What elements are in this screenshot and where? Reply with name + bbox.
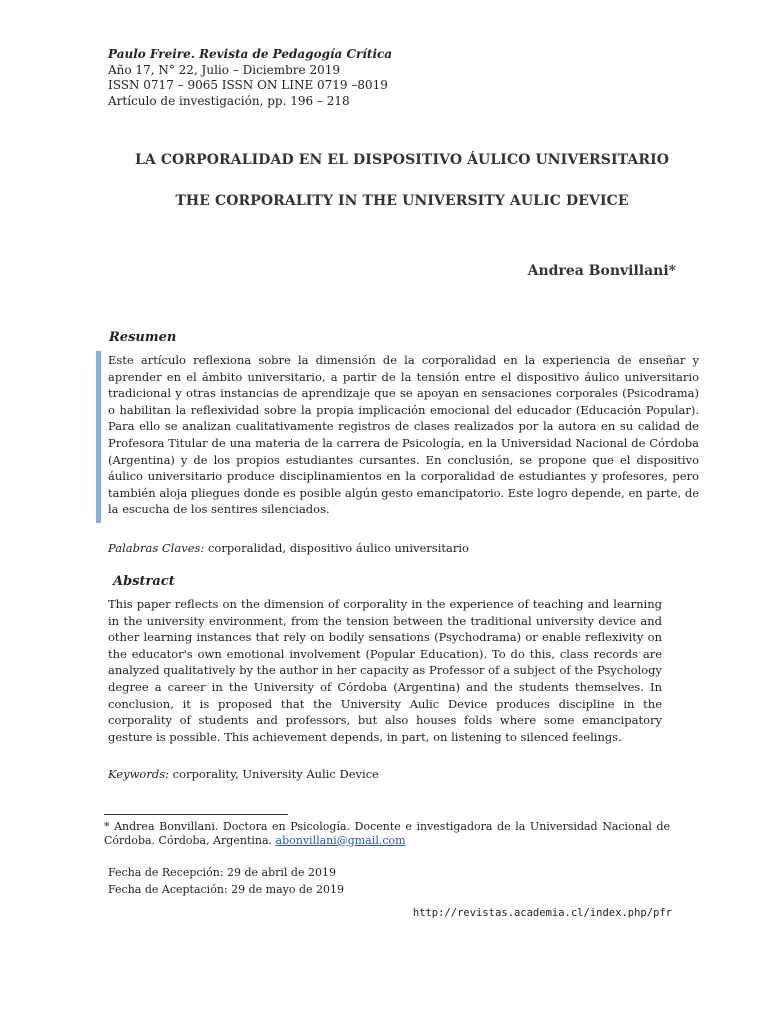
issn-info: ISSN 0717 – 9065 ISSN ON LINE 0719 –8019 xyxy=(108,78,388,92)
article-type: Artículo de investigación, pp. 196 – 218 xyxy=(108,93,350,108)
author-email-link[interactable]: abonvillani@gmail.com xyxy=(275,833,406,847)
footnote-text: * Andrea Bonvillani. Doctora en Psicología. Docente e investigadora de la Universidad Nacional de Córdoba. Córdoba, Argentina. xyxy=(104,820,670,847)
author-name: Andrea Bonvillani* xyxy=(527,263,676,279)
resumen-heading: Resumen xyxy=(109,330,177,345)
journal-name: Paulo Freire. Revista de Pedagogía Crítica xyxy=(108,47,393,61)
abstract-heading: Abstract xyxy=(113,574,175,589)
submission-dates xyxy=(108,864,344,898)
abstract-body: This paper reflects on the dimension of corporality in the experience of teaching and learning in the university environment, from the tension between the traditional university device and other learning instances that rely on bodily sensations (Psychodrama) or enable reflexivity on the educator's own emotional involvement (Popular Education). To do this, class records are analyzed qualitatively by the author in her capacity as Professor of a subject of the Psychology degree a career in the University of Córdoba (Argentina) and the students themselves. In conclusion, it is proposed that the University Aulic Device produces discipline in the corporality of students and professors, but also houses folds where some emancipatory gesture is possible. This achievement depends, in part, on listening to silenced feelings. xyxy=(108,597,662,744)
footnote-divider xyxy=(104,814,288,815)
accepted-date: Fecha de Aceptación: 29 de mayo de 2019 xyxy=(108,883,345,896)
received-date: Fecha de Recepción: 29 de abril de 2019 xyxy=(108,866,336,879)
resumen-accent-bar xyxy=(96,351,101,523)
author-footnote xyxy=(104,820,670,847)
journal-url[interactable]: http://revistas.academia.cl/index.php/pfr xyxy=(412,907,672,919)
palabras-claves xyxy=(108,541,469,555)
keywords-values: corporality, University Aulic Device xyxy=(169,767,379,781)
title-english: THE CORPORALITY IN THE UNIVERSITY AULIC DEVICE xyxy=(175,193,629,209)
keywords-label: Keywords: xyxy=(108,767,169,781)
title-spanish: LA CORPORALIDAD EN EL DISPOSITIVO ÁULICO UNIVERSITARIO xyxy=(134,152,670,168)
resumen-body: Este artículo reflexiona sobre la dimensión de la corporalidad en la experiencia de enseñar y aprender en el ámbito universitario, a partir de la tensión entre el dispositivo áulico universitario tradicional y otras instancias de aprendizaje que se apoyan en sensaciones corporales (Psicodrama) o habilitan la reflexividad sobre la propia implicación emocional del educador (Educación Popular). Para ello se analizan cualitativamente registros de clases realizados por la autora en su calidad de Profesora Titular de una materia de la carrera de Psicología, en la Universidad Nacional de Córdoba (Argentina) y de los propios estudiantes cursantes. En conclusión, se propone que el dispositivo áulico universitario produce disciplinamientos en la corporalidad de estudiantes y profesores, pero también aloja pliegues donde es posible algún gesto emancipatorio. Este logro depende, en parte, de la escucha de los sentires silenciados. xyxy=(108,353,699,517)
keywords xyxy=(108,767,379,781)
journal-header xyxy=(108,47,392,109)
issue-info: Año 17, N° 22, Julio – Diciembre 2019 xyxy=(108,62,340,77)
palabras-claves-values: corporalidad, dispositivo áulico universitario xyxy=(204,541,469,555)
palabras-claves-label: Palabras Claves: xyxy=(108,541,205,555)
